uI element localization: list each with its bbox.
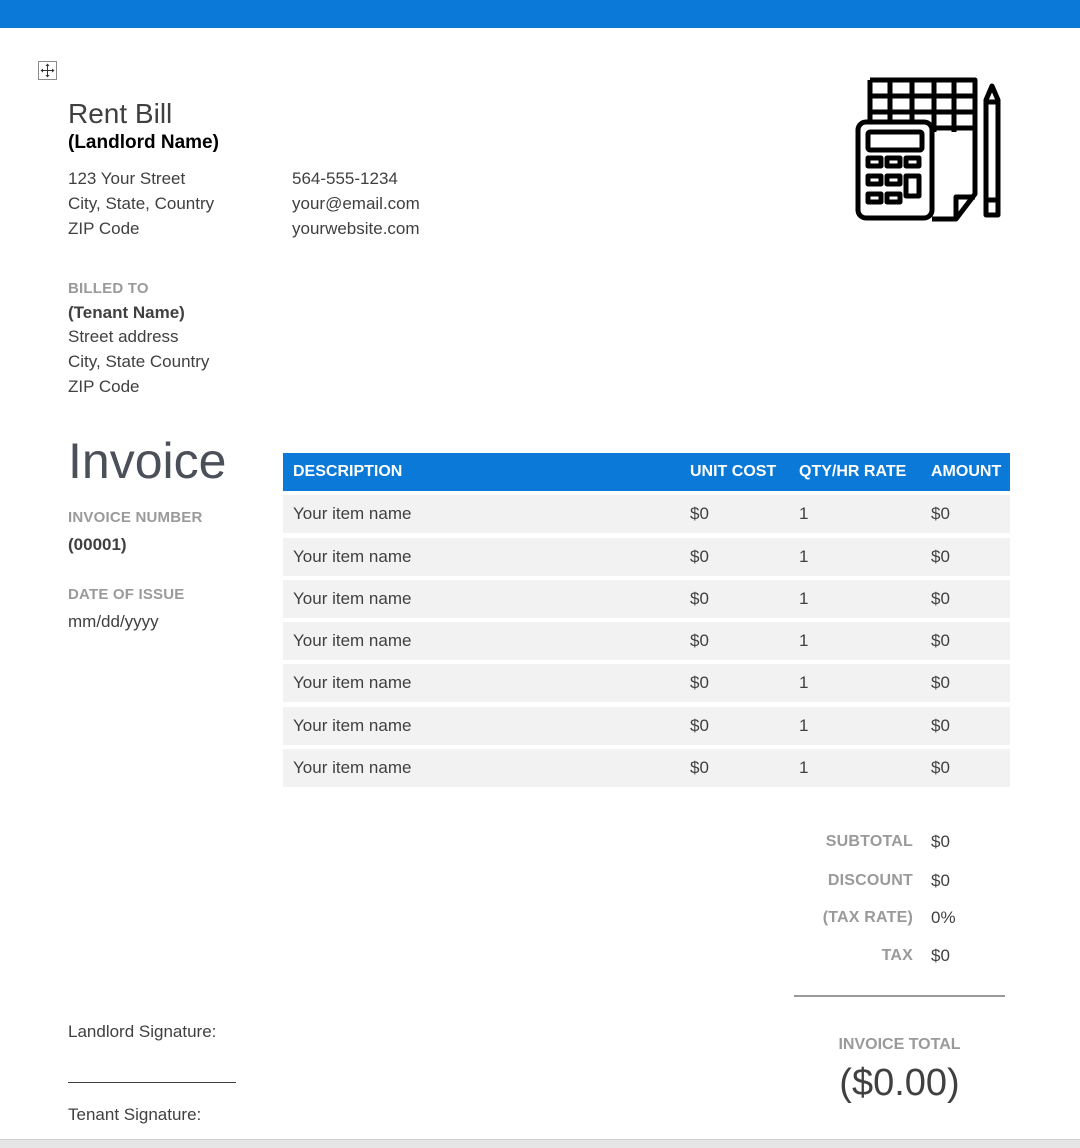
address-line: ZIP Code [68, 219, 140, 238]
item-qty[interactable]: 1 [799, 758, 809, 778]
address-line: ZIP Code [68, 377, 140, 396]
subtotal-label: SUBTOTAL [825, 833, 913, 850]
date-of-issue-label: DATE OF ISSUE [68, 586, 185, 603]
item-unit-cost[interactable]: $0 [690, 673, 709, 693]
item-unit-cost[interactable]: $0 [690, 546, 709, 566]
column-header-unit-cost: UNIT COST [690, 463, 777, 480]
item-qty[interactable]: 1 [799, 715, 809, 735]
column-header-description: DESCRIPTION [293, 463, 403, 480]
address-line: City, State Country [68, 352, 210, 371]
column-header-amount: AMOUNT [931, 463, 1002, 480]
item-qty[interactable]: 1 [799, 504, 809, 524]
item-qty[interactable]: 1 [799, 546, 809, 566]
table-row[interactable] [283, 664, 1010, 702]
item-amount[interactable]: $0 [931, 588, 950, 608]
address-line: Street address [68, 327, 179, 346]
item-description[interactable]: Your item name [293, 715, 412, 735]
window-top-bar [0, 0, 1080, 28]
total-divider [794, 995, 1005, 997]
item-unit-cost[interactable]: $0 [690, 715, 709, 735]
tenant-signature-label: Tenant Signature: [68, 1105, 202, 1124]
table-row[interactable] [283, 749, 1010, 787]
address-line: City, State, Country [68, 194, 215, 213]
item-unit-cost[interactable]: $0 [690, 504, 709, 524]
landlord-contact [292, 166, 420, 241]
table-header [283, 453, 1010, 491]
item-description[interactable]: Your item name [293, 546, 412, 566]
invoice-total-value: ($0.00) [839, 1062, 960, 1104]
discount-value: $0 [931, 871, 950, 890]
tax-value: $0 [931, 946, 950, 965]
item-qty[interactable]: 1 [799, 588, 809, 608]
item-description[interactable]: Your item name [293, 588, 412, 608]
invoice-number: (00001) [68, 535, 127, 554]
item-unit-cost[interactable]: $0 [690, 758, 709, 778]
billed-to-label: BILLED TO [68, 280, 149, 297]
tax-rate-value: 0% [931, 908, 956, 927]
phone-text: 564-555-1234 [292, 169, 398, 188]
item-description[interactable]: Your item name [293, 758, 412, 778]
invoice-number-label: INVOICE NUMBER [68, 509, 203, 526]
move-handle-icon[interactable] [38, 61, 57, 80]
item-amount[interactable]: $0 [931, 673, 950, 693]
date-of-issue: mm/dd/yyyy [68, 612, 159, 631]
item-amount[interactable]: $0 [931, 546, 950, 566]
table-row[interactable] [283, 538, 1010, 576]
item-qty[interactable]: 1 [799, 673, 809, 693]
landlord-signature-label: Landlord Signature: [68, 1022, 217, 1041]
landlord-name: (Landlord Name) [68, 132, 219, 153]
discount-label: DISCOUNT [827, 872, 913, 889]
calculator-spreadsheet-pencil-icon [852, 72, 1007, 224]
item-description[interactable]: Your item name [293, 631, 412, 651]
signature-line [68, 1082, 236, 1083]
tax-rate-label: (TAX RATE) [822, 909, 913, 926]
table-row[interactable] [283, 580, 1010, 618]
tax-label: TAX [881, 947, 913, 964]
tenant-address [68, 324, 209, 399]
invoice-total-label: INVOICE TOTAL [838, 1036, 961, 1053]
website-text: yourwebsite.com [292, 219, 420, 238]
landlord-address [68, 166, 214, 241]
item-description[interactable]: Your item name [293, 673, 412, 693]
invoice-heading: Invoice [68, 433, 227, 489]
email-text: your@email.com [292, 194, 420, 213]
subtotal-value: $0 [931, 832, 950, 851]
document-title: Rent Bill [68, 98, 173, 129]
item-amount[interactable]: $0 [931, 504, 950, 524]
item-description[interactable]: Your item name [293, 504, 412, 524]
table-row[interactable] [283, 495, 1010, 533]
table-row[interactable] [283, 622, 1010, 660]
tenant-name: (Tenant Name) [68, 303, 185, 322]
item-amount[interactable]: $0 [931, 715, 950, 735]
item-qty[interactable]: 1 [799, 631, 809, 651]
item-unit-cost[interactable]: $0 [690, 588, 709, 608]
item-amount[interactable]: $0 [931, 631, 950, 651]
address-line: 123 Your Street [68, 169, 186, 188]
table-row[interactable] [283, 707, 1010, 745]
item-amount[interactable]: $0 [931, 758, 950, 778]
item-unit-cost[interactable]: $0 [690, 631, 709, 651]
column-header-qty: QTY/HR RATE [799, 463, 907, 480]
line-items-table [283, 453, 1010, 787]
